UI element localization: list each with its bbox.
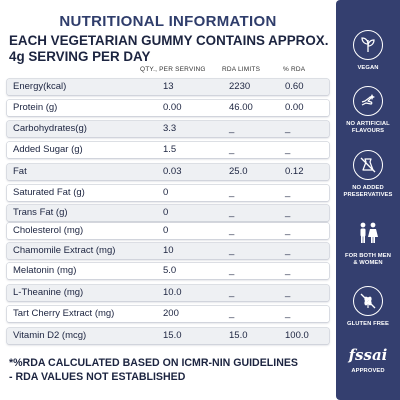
table-row	[7, 79, 329, 95]
nutrient-name: Protein (g)	[13, 102, 58, 113]
qty-value: 0	[163, 187, 169, 198]
pct-rda-value: _	[285, 265, 291, 276]
pct-rda-value: _	[285, 245, 291, 256]
qty-value: 0.00	[163, 102, 182, 113]
column-header-pct-rda: % RDA	[283, 66, 306, 73]
pct-rda-value: 0.12	[285, 166, 304, 177]
fssai-logo: fssai	[348, 346, 388, 364]
badge-label: NO ADDED PRESERVATIVES	[343, 185, 393, 198]
nutrient-name: Energy(kcal)	[13, 81, 67, 92]
rda-value: _	[229, 245, 235, 256]
badge-no-artificial-flavours	[336, 86, 400, 135]
page-title: NUTRITIONAL INFORMATION	[59, 13, 277, 30]
rda-value: 46.00	[229, 102, 253, 113]
rda-value: _	[229, 287, 235, 298]
badge-label: VEGAN	[357, 65, 379, 71]
gluten-free-icon	[353, 286, 383, 316]
nutrient-name: Melatonin (mg)	[13, 265, 77, 276]
table-row	[7, 121, 329, 137]
column-header-rda-limits: RDA LIMITS	[222, 66, 261, 73]
rda-value: _	[229, 144, 235, 155]
nutrient-name: L-Theanine (mg)	[13, 287, 84, 298]
qty-value: 0.03	[163, 166, 182, 177]
badge-fssai	[336, 346, 400, 375]
pct-rda-value: 0.00	[285, 102, 304, 113]
rda-value: _	[229, 123, 235, 134]
rda-value: _	[229, 265, 235, 276]
nutrient-name: Fat	[13, 166, 27, 177]
footnote	[9, 356, 335, 384]
pct-rda-value: _	[285, 225, 291, 236]
table-row	[7, 164, 329, 180]
vegan-icon	[353, 30, 383, 60]
table-row	[7, 205, 329, 221]
qty-value: 10.0	[163, 287, 182, 298]
badge-gluten-free	[336, 286, 400, 328]
badge-label: NO ARTIFICIAL FLAVOURS	[346, 121, 390, 134]
table-row	[7, 142, 329, 158]
nutrient-name: Vitamin D2 (mcg)	[13, 330, 87, 341]
badge-label: GLUTEN FREE	[346, 321, 389, 327]
rda-value: _	[229, 187, 235, 198]
nutrient-name: Carbohydrates(g)	[13, 123, 87, 134]
badge-label: FOR BOTH MEN & WOMEN	[345, 253, 391, 266]
rda-value: _	[229, 308, 235, 319]
qty-value: 15.0	[163, 330, 182, 341]
rda-value: 15.0	[229, 330, 248, 341]
table-row	[7, 100, 329, 116]
table-row	[7, 306, 329, 322]
table-row	[7, 243, 329, 259]
nutrient-name: Added Sugar (g)	[13, 144, 83, 155]
rda-value: _	[229, 207, 235, 218]
rda-value: _	[229, 225, 235, 236]
pct-rda-value: _	[285, 144, 291, 155]
rda-value: 2230	[229, 81, 251, 92]
table-row	[7, 263, 329, 279]
footnote-rda-basis: *%RDA CALCULATED BASED ON ICMR-NIN GUIDELINES	[9, 357, 298, 369]
table-row	[7, 223, 329, 239]
nutrient-name: Cholesterol (mg)	[13, 225, 84, 236]
badge-no-preservatives	[336, 150, 400, 199]
hand-sparkle-icon	[353, 86, 383, 116]
qty-value: 0	[163, 207, 169, 218]
qty-value: 3.3	[163, 123, 177, 134]
badge-vegan	[336, 30, 400, 72]
qty-value: 200	[163, 308, 179, 319]
qty-value: 1.5	[163, 144, 177, 155]
pct-rda-value: 100.0	[285, 330, 309, 341]
pct-rda-value: _	[285, 187, 291, 198]
badge-label: APPROVED	[351, 368, 385, 374]
footnote-not-established: - RDA VALUES NOT ESTABLISHED	[9, 371, 186, 383]
column-header-qty: QTY., PER SERVING	[140, 66, 206, 73]
nutrient-name: Tart Cherry Extract (mg)	[13, 308, 115, 319]
nutrient-name: Saturated Fat (g)	[13, 187, 85, 198]
badge-men-women	[336, 218, 400, 267]
pct-rda-value: 0.60	[285, 81, 304, 92]
nutrient-name: Trans Fat (g)	[13, 207, 68, 218]
qty-value: 5.0	[163, 265, 177, 276]
qty-value: 10	[163, 245, 174, 256]
qty-value: 0	[163, 225, 169, 236]
pct-rda-value: _	[285, 287, 291, 298]
qty-value: 13	[163, 81, 174, 92]
pct-rda-value: _	[285, 207, 291, 218]
no-preservatives-icon	[353, 150, 383, 180]
table-row	[7, 185, 329, 201]
pct-rda-value: _	[285, 123, 291, 134]
rda-value: 25.0	[229, 166, 248, 177]
pct-rda-value: _	[285, 308, 291, 319]
nutrient-name: Chamomile Extract (mg)	[13, 245, 116, 256]
feature-sidebar	[336, 0, 400, 400]
man-woman-icon	[336, 218, 400, 248]
table-row	[7, 285, 329, 301]
serving-subtitle: EACH VEGETARIAN GUMMY CONTAINS APPROX. 4g SERVING PER DAY	[9, 33, 329, 64]
table-row	[7, 328, 329, 344]
